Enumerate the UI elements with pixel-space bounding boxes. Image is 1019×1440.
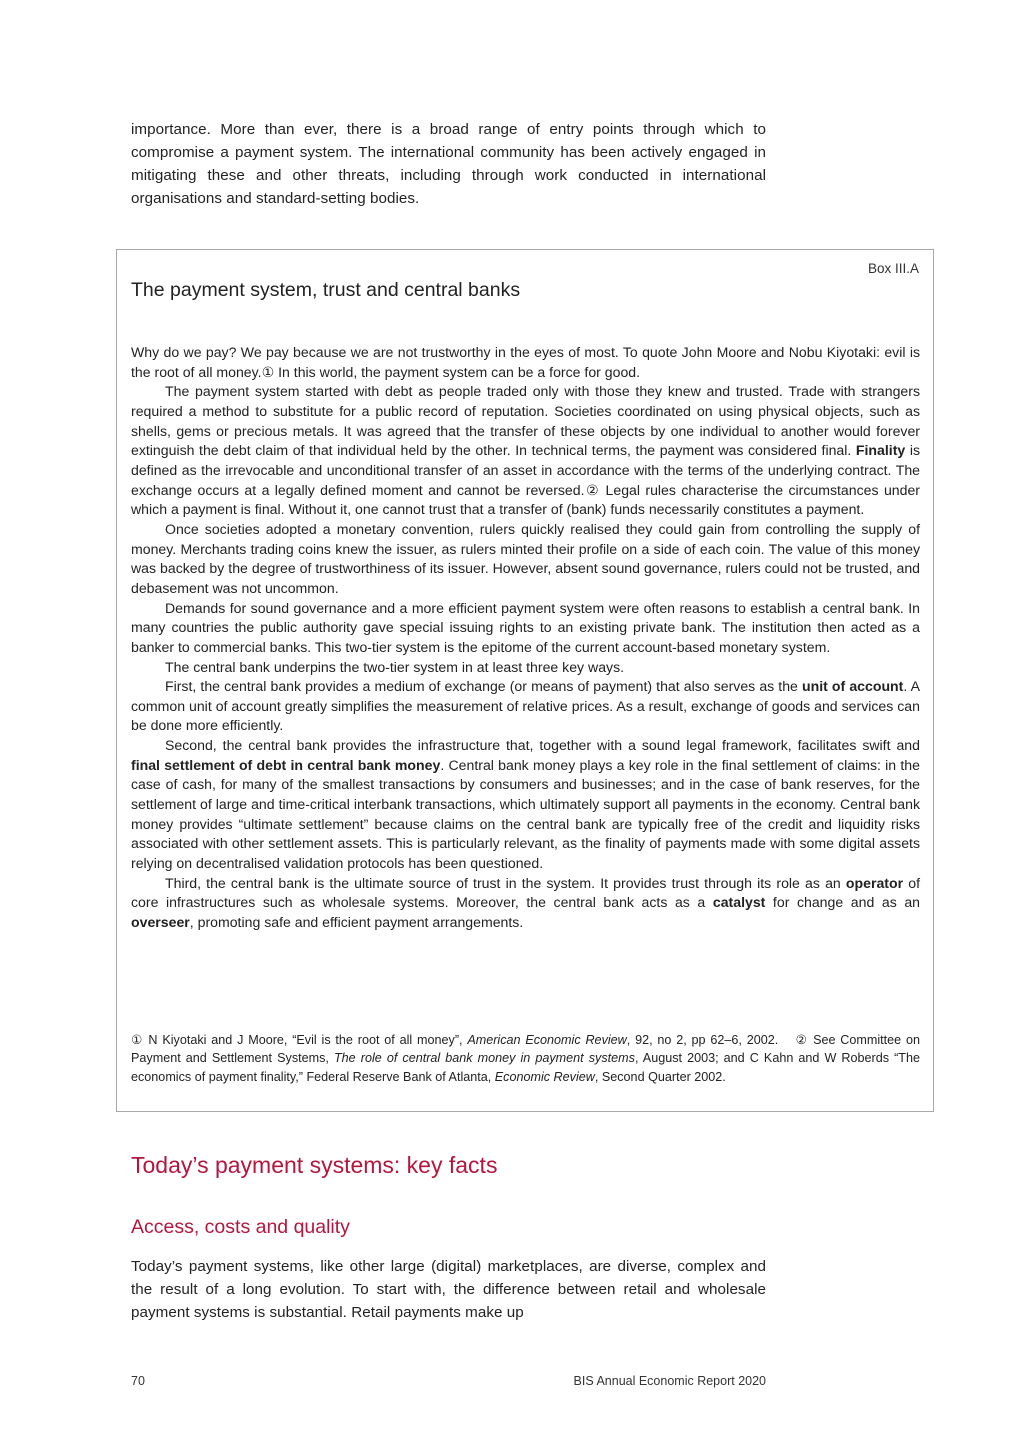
- box-paragraph-6: [131, 677, 920, 736]
- box-iii-a: [116, 249, 934, 1112]
- text-span: . A common unit of account greatly simplifies the measurement of relative prices. As a result, exchange of goods and services can be done more efficiently.: [131, 678, 920, 734]
- text-span: of core infrastructures such as wholesale systems. Moreover, the central bank acts as a: [131, 874, 920, 911]
- footnote-journal: American Economic Review: [467, 1033, 627, 1047]
- box-paragraph-1: Why do we pay? We pay because we are not trustworthy in the eyes of most. To quote John Moore and Nobu Kiyotaki: evil is the root of all money.① In this world, the payment system can be a force for good.: [131, 344, 920, 380]
- bold-term-overseer: overseer: [131, 914, 190, 931]
- text-span: , promoting safe and efficient payment arrangements.: [189, 914, 524, 931]
- box-paragraph-4: Demands for sound governance and a more efficient payment system were often reasons to establish a central bank. In many countries the public authority gave special issuing rights to an existing private bank. The institution then acted as a banker to commercial banks. This two-tier system is the epitome of the current account-based monetary system.: [131, 599, 920, 655]
- intro-paragraph: importance. More than ever, there is a broad range of entry points through which to compromise a payment system. The international community has been actively engaged in mitigating these and other threats, including through work conducted in international organisations and standard-setting bodies.: [131, 121, 766, 207]
- footnote-title: The role of central bank money in payment systems: [333, 1051, 635, 1066]
- footnote-text: ① N Kiyotaki and J Moore, “Evil is the root of all money”,: [131, 1033, 468, 1047]
- bold-term-finality: Finality: [855, 442, 906, 459]
- text-span: . Central bank money plays a key role in the final settlement of claims: in the case of cash, for many of the smallest transactions by consumers and businesses; and in the case of bank reserves, for the settlement of large and time-critical interbank transactions, which ultimately support all payments in the economy. Central bank money provides “ultimate settlement” because claims on the central bank are typically free of the credit and liquidity risks associated with other settlement assets. This is particularly relevant, as the finality of payments made with some digital assets relying on decentralised validation protocols has been questioned.: [131, 756, 920, 872]
- box-paragraph-5: The central bank underpins the two-tier system in at least three key ways.: [165, 658, 625, 675]
- box-paragraph-2: [131, 382, 920, 520]
- bold-term-operator: operator: [845, 874, 904, 891]
- footnote-text: , August 2003; and C Kahn and W Roberds “The economics of payment finality,” Federal Reserve Bank of Atlanta,: [131, 1051, 920, 1084]
- footnote-text: , Second Quarter 2002.: [594, 1069, 726, 1084]
- text-span: Third, the central bank is the ultimate source of trust in the system. It provides trust through its role as an: [165, 874, 846, 891]
- section-subheading: Access, costs and quality: [131, 1216, 350, 1238]
- publication-title: BIS Annual Economic Report 2020: [573, 1374, 766, 1388]
- bold-term-catalyst: catalyst: [712, 894, 766, 911]
- box-title: The payment system, trust and central banks: [131, 279, 521, 301]
- box-label: Box III.A: [867, 261, 919, 276]
- box-paragraph-7: [131, 736, 920, 874]
- footnote-text: , 92, no 2, pp 62–6, 2002. ② See Committee on Payment and Settlement Systems,: [131, 1033, 921, 1066]
- text-span: First, the central bank provides a medium of exchange (or means of payment) that also serves as the: [165, 678, 802, 695]
- box-paragraph-8: [131, 874, 920, 933]
- section-heading: Today’s payment systems: key facts: [131, 1152, 498, 1178]
- text-span: The payment system started with debt as people traded only with those they knew and trusted. Trade with strangers required a method to substitute for a public record of reputation. Societies coordinated on using physical objects, such as shells, gems or precious metals. It was agreed that the transfer of these objects by one individual to another would forever extinguish the debt claim of that individual held by the other. In technical terms, the payment was considered final.: [131, 383, 920, 459]
- bold-term-unit-of-account: unit of account: [802, 678, 904, 695]
- box-body: [131, 343, 920, 933]
- text-span: Second, the central bank provides the infrastructure that, together with a sound legal framework, facilitates swift and: [165, 737, 920, 754]
- page-number: 70: [131, 1374, 145, 1388]
- box-footnotes: [131, 1031, 920, 1086]
- text-span: for change and as an: [765, 894, 921, 911]
- text-span: is defined as the irrevocable and unconditional transfer of an asset in accordance with the terms of the underlying contract. The exchange occurs at a legally defined moment and cannot be reversed.② Legal rules characterise the circumstances under which a payment is final. Without it, one cannot trust that a transfer of (bank) funds necessarily constitutes a payment.: [131, 442, 920, 518]
- footnote-journal: Economic Review: [494, 1069, 595, 1084]
- section-paragraph: Today’s payment systems, like other large (digital) marketplaces, are diverse, complex and the result of a long evolution. To start with, the difference between retail and wholesale payment systems is substantial. Retail payments make up: [131, 1258, 766, 1321]
- box-paragraph-3: Once societies adopted a monetary convention, rulers quickly realised they could gain from controlling the supply of money. Merchants trading coins knew the issuer, as rulers minted their profile on a side of each coin. The value of this money was backed by the degree of trustworthiness of its issuer. However, absent sound governance, rulers could not be trusted, and debasement was not uncommon.: [131, 520, 920, 596]
- bold-term-final-settlement: final settlement of debt in central bank money: [131, 756, 441, 773]
